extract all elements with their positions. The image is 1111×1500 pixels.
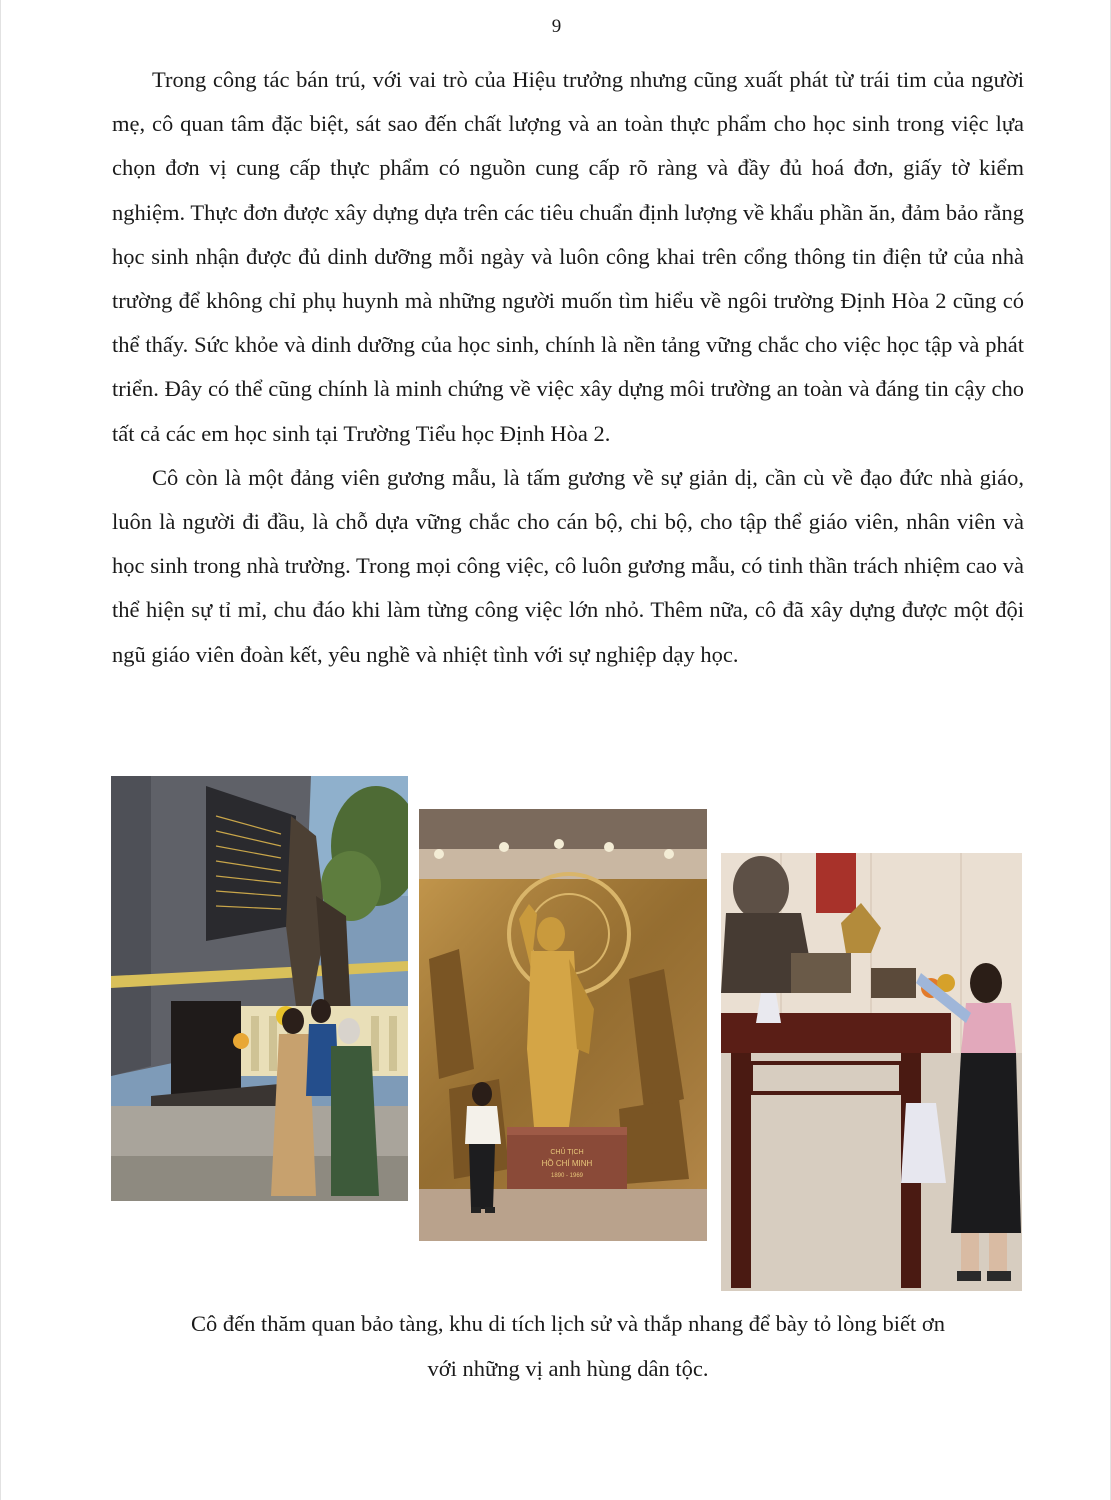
page-number: 9 xyxy=(551,16,562,37)
caption-line2: với những vị anh hùng dân tộc. xyxy=(427,1355,709,1381)
paragraph-party-member: Cô còn là một đảng viên gương mẫu, là tấm gương về sự giản dị, cần cù về đạo đức nhà giáo, luôn là người đi đầu, là chỗ dựa vững chắc cho cán bộ, chi bộ, cho tập thể giáo viên, nhân viên và học sinh trong nhà trường. Trong mọi công việc, cô luôn gương mẫu, có tinh thần trách nhiệm cao và thể hiện sự tỉ mỉ, chu đáo khi làm từng công việc lớn nhỏ. Thêm nữa, cô đã xây dựng được một đội ngũ giáo viên đoàn kết, yêu nghề và nhiệt tình với sự nghiệp dạy học. xyxy=(112,464,1024,667)
body-text xyxy=(112,58,1024,677)
photo-memorial xyxy=(111,776,408,1201)
photo-altar xyxy=(721,853,1022,1291)
pedestal-line3: 1890 - 1969 xyxy=(550,1173,584,1179)
caption-line1: Cô đến thăm quan bảo tàng, khu di tích lịch sử và thắp nhang để bày tỏ lòng biết ơn xyxy=(191,1311,945,1336)
photo-statue xyxy=(419,809,707,1241)
pedestal-line1: CHỦ TỊCH xyxy=(550,1149,584,1156)
paragraph-boarding: Trong công tác bán trú, với vai trò của Hiệu trưởng nhưng cũng xuất phát từ trái tim của người mẹ, cô quan tâm đặc biệt, sát sao đến chất lượng và an toàn thực phẩm cho học sinh trong việc lựa chọn đơn vị cung cấp thực phẩm có nguồn cung cấp rõ ràng và đầy đủ hoá đơn, giấy tờ kiểm nghiệm. Thực đơn được xây dựng dựa trên các tiêu chuẩn định lượng về khẩu phần ăn, đảm bảo rằng học sinh nhận được đủ dinh dưỡng mỗi ngày và luôn công khai trên cổng thông tin điện tử của nhà trường để không chỉ phụ huynh mà những người muốn tìm hiểu về ngôi trường Định Hòa 2 cũng có thể thấy. Sức khỏe và dinh dưỡng của học sinh, chính là nền tảng vững chắc cho việc học tập và phát triển. Đây có thể cũng chính là minh chứng về việc xây dựng môi trường an toàn và đáng tin cậy cho tất cả các em học sinh tại Trường Tiểu học Định Hòa 2. xyxy=(112,67,1024,446)
pedestal-line2: HỒ CHÍ MINH xyxy=(541,1159,593,1168)
photo-caption xyxy=(112,1302,1024,1391)
